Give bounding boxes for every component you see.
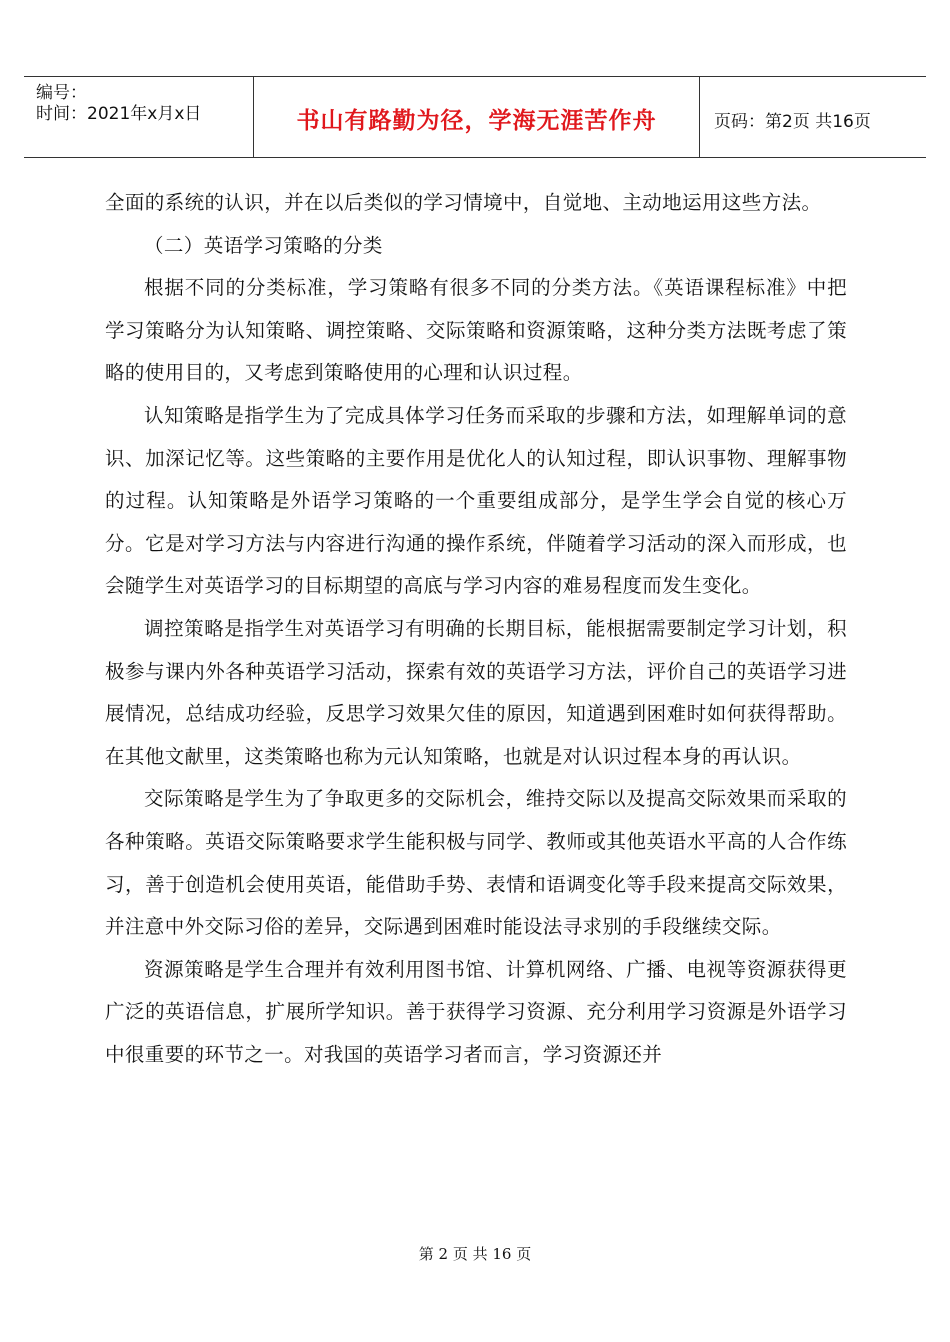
- paragraph-classification: 根据不同的分类标准，学习策略有很多不同的分类方法。《英语课程标准》中把学习策略分为认知策略、调控策略、交际策略和资源策略，这种分类方法既考虑了策略的使用目的，又考虑到策略使用的心理和认识过程。: [105, 276, 847, 385]
- paragraph-communication-strategy: 交际策略是学生为了争取更多的交际机会，维持交际以及提高交际效果而采取的各种策略。英语交际策略要求学生能积极与同学、教师或其他英语水平高的人合作练习，善于创造机会使用英语，能借助手势、表情和语调变化等手段来提高交际效果，并注意中外交际习俗的差异，交际遇到困难时能设法寻求别的手段继续交际。: [105, 787, 847, 939]
- document-header: [24, 76, 926, 158]
- page-footer: 第 2 页 共 16 页: [418, 1245, 532, 1263]
- paragraph-cognitive-strategy: 认知策略是指学生为了完成具体学习任务而采取的步骤和方法，如理解单词的意识、加深记忆等。这些策略的主要作用是优化人的认知过程，即认识事物、理解事物的过程。认知策略是外语学习策略的一个重要组成部分，是学生学会自觉的核心万分。它是对学习方法与内容进行沟通的操作系统，伴随着学习活动的深入而形成，也会随学生对英语学习的目标期望的高底与学习内容的难易程度而发生变化。: [105, 403, 847, 598]
- document-time-label: 时间：2021年x月x日: [36, 104, 202, 124]
- header-motto: 书山有路勤为径，学海无涯苦作舟: [296, 108, 657, 134]
- paragraph-resource-strategy: 资源策略是学生合理并有效利用图书馆、计算机网络、广播、电视等资源获得更广泛的英语信息，扩展所学知识。善于获得学习资源、充分利用学习资源是外语学习中很重要的环节之一。对我国的英语学习者而言，学习资源还并: [105, 957, 847, 1066]
- header-meta-cell: [24, 77, 253, 157]
- header-page-cell: [699, 77, 926, 157]
- document-body: [105, 182, 847, 1076]
- paragraph-regulation-strategy: 调控策略是指学生对英语学习有明确的长期目标，能根据需要制定学习计划，积极参与课内外各种英语学习活动，探索有效的英语学习方法，评价自己的英语学习进展情况，总结成功经验，反思学习效果欠佳的原因，知道遇到困难时如何获得帮助。在其他文献里，这类策略也称为元认知策略，也就是对认识过程本身的再认识。: [105, 616, 847, 768]
- paragraph-continuation: 全面的系统的认识，并在以后类似的学习情境中，自觉地、主动地运用这些方法。: [105, 191, 822, 214]
- header-page-code: 页码：第2页 共16页: [714, 112, 871, 132]
- header-motto-cell: [253, 77, 700, 157]
- section-heading: （二）英语学习策略的分类: [144, 233, 383, 257]
- document-number-label: 编号：: [36, 83, 87, 103]
